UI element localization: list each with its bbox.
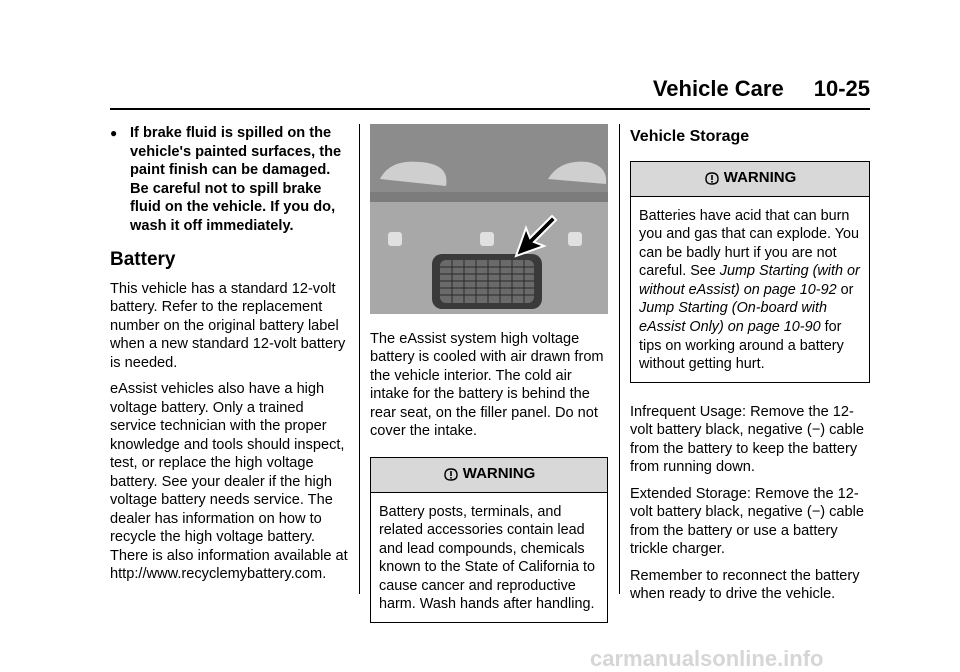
warning-text: or xyxy=(836,281,854,298)
section-title: Vehicle Care xyxy=(652,76,784,101)
storage-paragraph-3: Remember to reconnect the battery when ready to drive the vehicle. xyxy=(630,567,860,603)
warning-icon xyxy=(704,171,720,187)
column-right xyxy=(630,124,870,612)
warning-box-acid xyxy=(630,161,870,383)
watermark: carmanualsonline.info xyxy=(590,646,824,671)
bullet-text: If brake fluid is spilled on the vehicle's painted surfaces, the paint finish can be damaged. Be careful not to spill brake fluid on the vehicle. If you do, wash it off immediately. xyxy=(130,125,342,234)
storage-paragraph-1: Infrequent Usage: Remove the 12-volt battery black, negative (−) cable from the battery to keep the battery from running down. xyxy=(630,403,865,476)
battery-intake-photo xyxy=(370,124,608,314)
warning-box-lead xyxy=(370,457,608,624)
warning-title: WARNING xyxy=(462,465,536,483)
bullet-icon: ● xyxy=(110,126,118,140)
warning-header xyxy=(631,162,869,197)
battery-paragraph-2: eAssist vehicles also have a high voltage battery. Only a trained service technician with the proper knowledge and tools should inspect, test, or replace the high voltage battery. See your dealer if the high voltage battery needs service. The dealer has information on how to recycle the high voltage battery. There is also information available at http://www.recyclemybattery.com. xyxy=(110,381,348,582)
photo-caption: The eAssist system high voltage battery is cooled with air drawn from the vehicle interior. The cold air intake for the battery is behind the rear seat, on the filler panel. Do not cover the intake. xyxy=(370,330,604,439)
warning-header xyxy=(371,458,607,493)
warning-text: for tips on working around a battery without getting hurt. xyxy=(639,319,844,373)
page-number: 10-25 xyxy=(813,76,870,101)
warning-text: Batteries have acid that can burn you and gas that can explode. You can be badly hurt if you are not careful. See xyxy=(639,207,860,280)
cross-reference-link[interactable]: Jump Starting (with or without eAssist) on page 10-92 xyxy=(639,263,860,298)
warning-icon xyxy=(443,467,459,483)
cross-reference-link[interactable]: Jump Starting (On-board with eAssist Only) on page 10-90 xyxy=(639,300,827,336)
warning-body xyxy=(631,197,869,382)
battery-heading: Battery xyxy=(110,249,176,270)
vehicle-storage-heading: Vehicle Storage xyxy=(630,128,750,145)
column-divider xyxy=(359,124,360,594)
page-header xyxy=(110,76,870,110)
column-middle xyxy=(370,124,608,623)
battery-paragraph-1: This vehicle has a standard 12-volt battery. Refer to the replacement number on the original battery label when a new standard 12-volt battery is needed. xyxy=(110,280,346,371)
warning-body: Battery posts, terminals, and related accessories contain lead and lead compounds, chemicals known to the State of California to cause cancer and reproductive harm. Wash hands after handling. xyxy=(379,503,595,613)
storage-paragraph-2: Extended Storage: Remove the 12-volt battery black, negative (−) cable from the battery or use a battery trickle charger. xyxy=(630,485,865,558)
column-left xyxy=(110,124,352,592)
warning-title: WARNING xyxy=(723,169,797,187)
bullet-item xyxy=(110,124,352,235)
column-divider xyxy=(619,124,620,594)
